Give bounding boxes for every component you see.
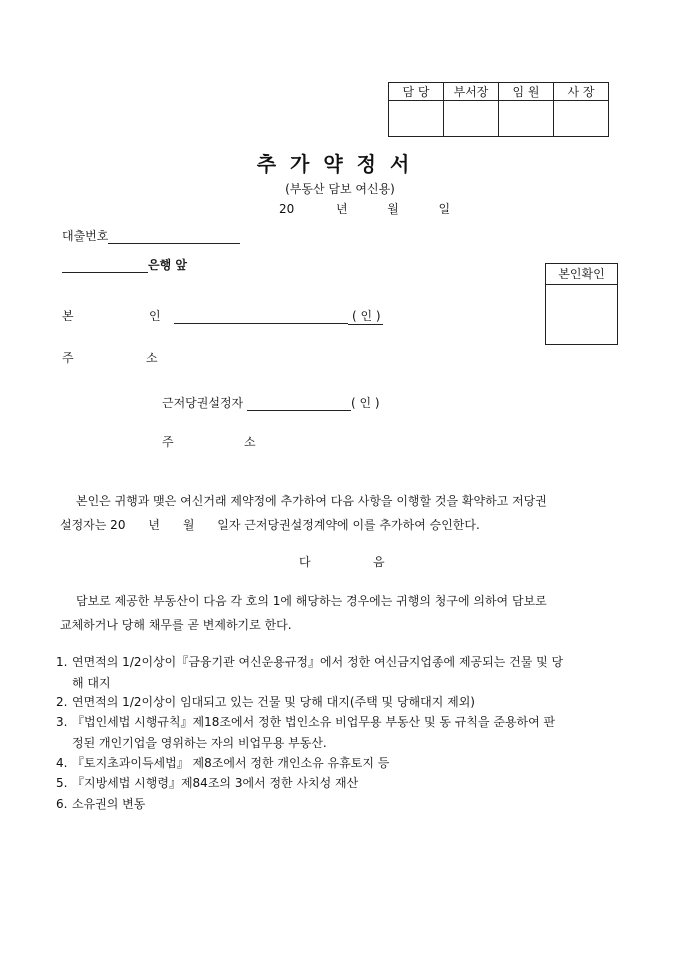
list-item: [56, 773, 636, 794]
notes-heading-a: 다: [299, 555, 311, 569]
approval-table: [388, 82, 609, 137]
principal-seal: ( 인 ): [348, 309, 383, 325]
item-text: 『토지초과이득세법』 제8조에서 정한 개인소유 유휴토지 등: [72, 756, 390, 770]
bank-to-label: 은행 앞: [148, 258, 187, 272]
clause-line-2: 교체하거나 당해 채무를 곧 변제하기로 한다.: [60, 618, 292, 632]
item-text: 연면적의 1/2이상이『금융기관 여신운용규정』에서 정한 여신금지업종에 제공되는 건물 및 당: [72, 655, 564, 669]
identity-check-box[interactable]: [545, 263, 618, 345]
item-text-cont: 정된 개인기업을 영위하는 자의 비업무용 부동산.: [72, 736, 327, 750]
intro-line-2: 설정자는 20 년 월 일자 근저당권설정계약에 이를 추가하여 승인한다.: [60, 518, 480, 532]
item-text: 연면적의 1/2이상이 임대되고 있는 건물 및 당해 대지(주택 및 당해대지 제외): [72, 695, 475, 709]
list-item: [56, 753, 636, 774]
intro-line-1: 본인은 귀행과 맺은 여신거래 제약정에 추가하여 다음 사항을 이행할 것을 확약하고 저당권: [76, 494, 547, 508]
loan-number-row: [62, 227, 240, 244]
approval-header: 부서장: [444, 83, 499, 101]
approval-sign-box[interactable]: [554, 101, 609, 137]
principal-label-a: 본: [62, 309, 74, 323]
mortgagor-name-field[interactable]: [247, 398, 351, 411]
item-text: 『지방세법 시행령』제84조의 3에서 정한 사치성 재산: [72, 776, 359, 790]
approval-sign-box[interactable]: [499, 101, 554, 137]
item-number: 6.: [56, 797, 68, 811]
list-item: [56, 794, 636, 815]
intro-paragraph: [62, 489, 636, 537]
principal-label-b: 인: [149, 309, 161, 323]
bank-row: [62, 256, 187, 273]
mortgagor-address-b: 소: [244, 435, 256, 449]
item-number: 1.: [56, 655, 68, 669]
item-text: 『법인세법 시행규칙』제18조에서 정한 법인소유 비업무용 부동산 및 동 규칙을 준용하여 판: [72, 715, 556, 729]
list-item: [56, 652, 636, 694]
clause-line-1: 담보로 제공한 부동산이 다음 각 호의 1에 해당하는 경우에는 귀행의 청구에 의하여 담보로: [76, 594, 547, 608]
date-year: 년: [335, 202, 348, 216]
address-label-b: 소: [146, 351, 158, 365]
item-number: 4.: [56, 756, 68, 770]
list-item: [56, 692, 636, 713]
date-day: 일: [438, 202, 451, 216]
notes-heading-b: 음: [373, 555, 385, 569]
document-title: 추가약정서: [256, 152, 424, 176]
mortgagor-address-a: 주: [162, 435, 174, 449]
loan-number-label: 대출번호: [62, 229, 109, 243]
item-number: 3.: [56, 715, 68, 729]
clause-paragraph: [62, 589, 636, 637]
address-label-a: 주: [62, 351, 74, 365]
item-text: 소유권의 변동: [72, 797, 146, 811]
approval-header: 임 원: [499, 83, 554, 101]
principal-sign-row: [174, 307, 383, 324]
loan-number-field[interactable]: [108, 231, 240, 244]
item-number: 5.: [56, 776, 68, 790]
approval-header: 사 장: [554, 83, 609, 101]
item-text-cont: 해 대지: [72, 676, 111, 690]
principal-name-field[interactable]: [174, 311, 348, 324]
date-year-prefix: 20: [279, 202, 295, 216]
document-subtitle: (부동산 담보 여신용): [285, 182, 395, 196]
date-line: [279, 200, 450, 217]
approval-sign-box[interactable]: [444, 101, 499, 137]
bank-name-field[interactable]: [62, 260, 148, 273]
mortgagor-label: 근저당권설정자: [162, 396, 244, 410]
date-month: 월: [387, 202, 399, 216]
identity-check-label: 본인확인: [546, 264, 617, 285]
approval-sign-box[interactable]: [389, 101, 444, 137]
mortgagor-row: [162, 394, 380, 411]
item-number: 2.: [56, 695, 68, 709]
list-item: [56, 712, 636, 754]
approval-header: 담 당: [389, 83, 444, 101]
mortgagor-seal: ( 인 ): [350, 396, 380, 410]
